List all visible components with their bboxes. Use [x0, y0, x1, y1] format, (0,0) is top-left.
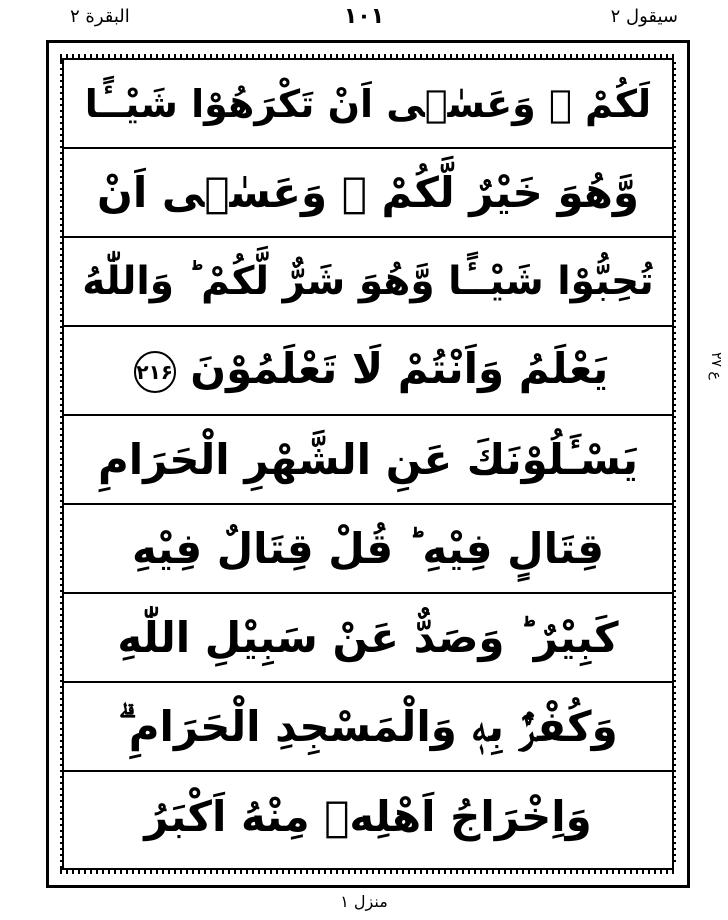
- verse-text: قِتَالٍ فِیْهِ ؕ قُلْ قِتَالٌ فِیْهِ: [131, 523, 605, 573]
- verse-line: [64, 60, 672, 149]
- verse-text: تُحِبُّوْا شَیْــًٔا وَّهُوَ شَرٌّ لَّكُمْ ؕ وَاللّٰهُ: [82, 259, 654, 304]
- verse-text: [128, 344, 609, 394]
- verse-text: وَّهُوَ خَیْرٌ لَّكُمْ ۚ وَعَسٰۤى اَنْ: [96, 167, 640, 217]
- verse-line: [64, 594, 672, 683]
- surah-name: البقرة ۲: [70, 6, 130, 27]
- manzil-footer: منزل ۱: [340, 892, 388, 911]
- text-panel: [62, 58, 674, 870]
- verse-text: یَسْـَٔلُوْنَكَ عَنِ الشَّهْرِ الْحَرَامِ: [97, 434, 639, 484]
- verse-line: [64, 327, 672, 416]
- verse-line: [64, 683, 672, 772]
- ruku-margin-mark: ع ۲۷: [708, 352, 724, 380]
- verse-text: وَاِخْرَاجُ اَهْلِهٖ مِنْهُ اَكْبَرُ: [144, 791, 592, 841]
- page-number: ۱۰۱: [343, 4, 385, 29]
- verse-line: [64, 416, 672, 505]
- ayah-end-marker: ۲۱۶: [134, 351, 176, 393]
- juz-name: سیقول ۲: [610, 6, 678, 27]
- verse-text: كَبِیْرٌ ؕ وَصَدٌّ عَنْ سَبِیْلِ اللّٰهِ: [117, 612, 619, 662]
- verse-line: [64, 149, 672, 238]
- verse-text: لَكُمْ ۚ وَعَسٰۤى اَنْ تَكْرَهُوْا شَیْــًٔا: [84, 81, 652, 126]
- verse-words: یَعْلَمُ وَاَنْتُمْ لَا تَعْلَمُوْنَ: [190, 344, 609, 394]
- verse-text: وَكُفْرٌۢ بِهٖ وَالْمَسْجِدِ الْحَرَامِ ۗ: [118, 701, 618, 751]
- verse-line: [64, 238, 672, 327]
- verse-line: [64, 505, 672, 594]
- verse-line: [64, 772, 672, 861]
- page-header: [0, 0, 728, 40]
